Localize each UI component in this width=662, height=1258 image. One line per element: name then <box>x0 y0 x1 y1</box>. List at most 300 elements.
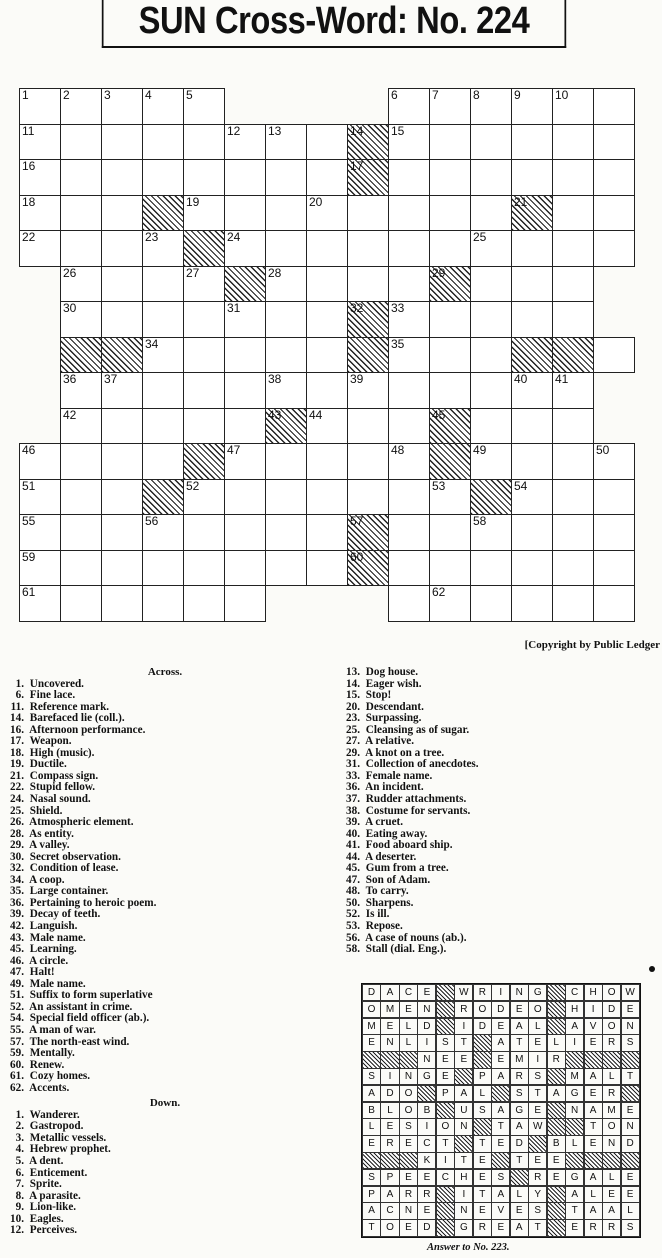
clue-item-number: 51. <box>10 989 24 1002</box>
answer-cell: U <box>454 1102 473 1119</box>
grid-cell[interactable] <box>552 124 594 161</box>
grid-cell[interactable] <box>265 301 307 338</box>
grid-cell[interactable] <box>265 372 307 409</box>
grid-cell[interactable] <box>470 124 512 161</box>
grid-cell[interactable] <box>511 408 553 445</box>
grid-cell[interactable] <box>552 195 594 232</box>
grid-cell[interactable] <box>306 230 348 267</box>
clue-item-text: Nasal sound. <box>27 793 91 806</box>
answer-cell: D <box>417 1018 436 1035</box>
grid-cell[interactable] <box>101 443 143 480</box>
grid-cell[interactable] <box>101 230 143 267</box>
grid-cell[interactable] <box>142 337 184 374</box>
answer-cell: M <box>380 1001 399 1018</box>
grid-cell[interactable] <box>19 550 61 587</box>
answer-cell: Y <box>528 1186 547 1203</box>
answer-cell: E <box>565 1219 584 1236</box>
clue-item-text: Atmospheric element. <box>27 816 134 829</box>
grid-cell[interactable] <box>552 514 594 551</box>
answer-cell: E <box>528 1102 547 1119</box>
grid-cell[interactable] <box>552 585 594 622</box>
grid-cell[interactable] <box>142 159 184 196</box>
grid-cell[interactable] <box>224 550 266 587</box>
grid-cell[interactable] <box>265 124 307 161</box>
grid-cell[interactable] <box>388 372 430 409</box>
grid-cell[interactable] <box>511 443 553 480</box>
grid-cell[interactable] <box>142 124 184 161</box>
grid-cell[interactable] <box>183 550 225 587</box>
grid-cell[interactable] <box>347 266 389 303</box>
clue-item-number: 14. <box>10 712 24 725</box>
grid-cell[interactable] <box>347 408 389 445</box>
grid-cell[interactable] <box>388 195 430 232</box>
grid-cell[interactable] <box>265 159 307 196</box>
answer-cell: A <box>491 1068 510 1085</box>
grid-cell[interactable] <box>429 337 471 374</box>
grid-cell[interactable] <box>306 408 348 445</box>
clue-item-number: 9. <box>15 1201 24 1214</box>
grid-cell[interactable] <box>347 479 389 516</box>
grid-cell[interactable] <box>593 230 635 267</box>
clue-item <box>0 1225 330 1237</box>
grid-cell[interactable] <box>19 585 61 622</box>
grid-cell[interactable] <box>429 372 471 409</box>
grid-cell[interactable] <box>511 266 553 303</box>
answer-cell: T <box>454 1034 473 1051</box>
clue-number: 37 <box>104 372 118 387</box>
grid-cell[interactable] <box>183 372 225 409</box>
clue-item-text: Pertaining to heroic poem. <box>27 896 157 909</box>
clue-item-text: A valley. <box>27 839 70 852</box>
grid-cell[interactable] <box>511 479 553 516</box>
grid-cell[interactable] <box>593 443 635 480</box>
clue-item-text: Dog house. <box>363 666 419 678</box>
grid-cell[interactable] <box>183 195 225 232</box>
answer-cell: S <box>528 1202 547 1219</box>
answer-black-square <box>528 1135 547 1152</box>
grid-cell[interactable] <box>388 159 430 196</box>
grid-cell[interactable] <box>347 230 389 267</box>
grid-cell[interactable] <box>552 372 594 409</box>
clue-item-number: 15. <box>346 689 360 702</box>
black-square <box>142 195 184 232</box>
grid-cell[interactable] <box>470 372 512 409</box>
answer-cell: E <box>547 1169 566 1186</box>
answer-black-square <box>362 1051 381 1068</box>
clue-item-text: Collection of anecdotes. <box>363 758 479 771</box>
grid-cell[interactable] <box>388 550 430 587</box>
clue-item-text: A case of nouns (ab.). <box>363 931 467 944</box>
answer-black-square <box>491 1152 510 1169</box>
answer-black-square <box>362 1152 381 1169</box>
grid-cell[interactable] <box>101 479 143 516</box>
grid-cell[interactable] <box>183 408 225 445</box>
grid-cell[interactable] <box>265 337 307 374</box>
grid-cell[interactable] <box>101 266 143 303</box>
clue-item-number: 45. <box>10 943 24 956</box>
grid-cell[interactable] <box>388 124 430 161</box>
grid-cell[interactable] <box>19 195 61 232</box>
grid-cell[interactable] <box>306 479 348 516</box>
grid-cell[interactable] <box>60 408 102 445</box>
clue-item-text: Mentally. <box>27 1047 75 1060</box>
grid-cell[interactable] <box>224 195 266 232</box>
grid-cell[interactable] <box>142 301 184 338</box>
grid-cell[interactable] <box>511 585 553 622</box>
grid-cell[interactable] <box>470 550 512 587</box>
grid-cell[interactable] <box>429 124 471 161</box>
grid-cell[interactable] <box>429 159 471 196</box>
clue-item-number: 62. <box>10 1081 24 1094</box>
grid-cell[interactable] <box>511 550 553 587</box>
grid-cell[interactable] <box>265 195 307 232</box>
answer-cell: N <box>621 1118 640 1135</box>
grid-cell[interactable] <box>101 372 143 409</box>
clue-number: 57 <box>350 514 364 529</box>
grid-cell[interactable] <box>60 585 102 622</box>
answer-cell: L <box>399 1018 418 1035</box>
grid-cell[interactable] <box>224 230 266 267</box>
grid-cell[interactable] <box>142 443 184 480</box>
grid-cell[interactable] <box>429 550 471 587</box>
clue-item-text: As entity. <box>27 827 74 840</box>
grid-cell[interactable] <box>224 408 266 445</box>
grid-cell[interactable] <box>101 159 143 196</box>
clue-item-number: 18. <box>10 746 24 759</box>
answer-cell: E <box>399 1001 418 1018</box>
clue-item-number: 46. <box>10 954 24 967</box>
grid-cell[interactable] <box>470 88 512 125</box>
answer-black-square <box>565 1152 584 1169</box>
grid-cell[interactable] <box>593 479 635 516</box>
answer-cell: S <box>399 1118 418 1135</box>
grid-cell[interactable] <box>388 443 430 480</box>
clue-item-number: 21. <box>10 769 24 782</box>
grid-cell[interactable] <box>142 230 184 267</box>
grid-cell[interactable] <box>60 195 102 232</box>
answer-cell: L <box>528 1018 547 1035</box>
grid-cell[interactable] <box>470 301 512 338</box>
grid-cell[interactable] <box>388 585 430 622</box>
clue-item-text: Large container. <box>27 885 109 898</box>
grid-cell[interactable] <box>265 479 307 516</box>
answer-cell: T <box>436 1135 455 1152</box>
grid-cell[interactable] <box>183 124 225 161</box>
grid-cell[interactable] <box>265 266 307 303</box>
grid-cell[interactable] <box>60 159 102 196</box>
grid-cell[interactable] <box>224 372 266 409</box>
clue-number: 10 <box>555 88 569 102</box>
grid-cell[interactable] <box>101 88 143 125</box>
grid-cell[interactable] <box>60 550 102 587</box>
grid-cell[interactable] <box>60 301 102 338</box>
grid-cell[interactable] <box>593 124 635 161</box>
grid-cell[interactable] <box>511 159 553 196</box>
grid-cell[interactable] <box>19 479 61 516</box>
grid-cell[interactable] <box>593 159 635 196</box>
grid-cell[interactable] <box>388 88 430 125</box>
grid-cell[interactable] <box>552 266 594 303</box>
grid-cell[interactable] <box>470 337 512 374</box>
grid-cell[interactable] <box>347 195 389 232</box>
grid-cell[interactable] <box>142 88 184 125</box>
grid-cell[interactable] <box>552 159 594 196</box>
answer-cell: A <box>380 984 399 1001</box>
answer-cell: T <box>491 1118 510 1135</box>
black-square <box>347 301 389 338</box>
clue-number: 6 <box>391 88 398 102</box>
grid-cell[interactable] <box>101 408 143 445</box>
answer-cell: T <box>473 1186 492 1203</box>
answer-cell: S <box>621 1219 640 1236</box>
grid-cell[interactable] <box>511 514 553 551</box>
grid-cell[interactable] <box>224 443 266 480</box>
grid-cell[interactable] <box>593 514 635 551</box>
black-square <box>347 514 389 551</box>
grid-cell[interactable] <box>347 443 389 480</box>
grid-cell[interactable] <box>593 585 635 622</box>
grid-cell[interactable] <box>224 124 266 161</box>
grid-cell[interactable] <box>224 337 266 374</box>
clue-item-number: 41. <box>346 839 360 852</box>
clue-item-text: A dent. <box>27 1154 64 1167</box>
grid-cell[interactable] <box>593 337 635 374</box>
clue-number: 27 <box>186 265 200 280</box>
grid-cell[interactable] <box>470 514 512 551</box>
clue-item-text: Secret observation. <box>27 850 121 863</box>
grid-cell[interactable] <box>19 159 61 196</box>
grid-cell[interactable] <box>511 372 553 409</box>
grid-cell[interactable] <box>19 88 61 125</box>
grid-cell[interactable] <box>429 479 471 516</box>
grid-cell[interactable] <box>593 550 635 587</box>
grid-cell[interactable] <box>306 195 348 232</box>
grid-cell[interactable] <box>60 266 102 303</box>
answer-cell: E <box>473 1169 492 1186</box>
grid-cell[interactable] <box>470 266 512 303</box>
clue-item-text: A cruet. <box>363 816 404 829</box>
grid-cell[interactable] <box>470 408 512 445</box>
grid-cell[interactable] <box>470 443 512 480</box>
clue-item-text: Sprite. <box>27 1178 62 1191</box>
answer-cell: R <box>510 1068 529 1085</box>
grid-cell[interactable] <box>388 266 430 303</box>
grid-cell[interactable] <box>306 443 348 480</box>
grid-cell[interactable] <box>19 514 61 551</box>
answer-cell: R <box>528 1169 547 1186</box>
answer-cell: I <box>454 1186 473 1203</box>
clue-number: 22 <box>22 230 36 245</box>
grid-cell[interactable] <box>552 550 594 587</box>
grid-cell[interactable] <box>183 159 225 196</box>
answer-black-square <box>547 1219 566 1236</box>
grid-cell[interactable] <box>511 88 553 125</box>
answer-cell: E <box>510 1001 529 1018</box>
grid-cell[interactable] <box>552 479 594 516</box>
grid-cell[interactable] <box>142 585 184 622</box>
grid-cell[interactable] <box>306 372 348 409</box>
answer-cell: W <box>621 984 640 1001</box>
answer-cell: D <box>473 1018 492 1035</box>
grid-cell[interactable] <box>552 443 594 480</box>
grid-cell[interactable] <box>101 550 143 587</box>
grid-cell[interactable] <box>60 443 102 480</box>
grid-cell[interactable] <box>388 514 430 551</box>
answer-cell: P <box>436 1085 455 1102</box>
grid-cell[interactable] <box>306 266 348 303</box>
grid-cell[interactable] <box>306 550 348 587</box>
grid-cell[interactable] <box>552 301 594 338</box>
answer-cell: C <box>417 1135 436 1152</box>
grid-cell[interactable] <box>101 301 143 338</box>
clue-number: 51 <box>22 478 36 493</box>
grid-cell[interactable] <box>265 443 307 480</box>
clue-number: 45 <box>432 407 446 422</box>
clue-item-number: 13. <box>346 666 360 678</box>
grid-cell[interactable] <box>388 479 430 516</box>
grid-cell[interactable] <box>388 230 430 267</box>
grid-cell[interactable] <box>60 514 102 551</box>
answer-black-square <box>436 1202 455 1219</box>
grid-cell[interactable] <box>224 585 266 622</box>
answer-cell: L <box>621 1202 640 1219</box>
grid-cell[interactable] <box>60 88 102 125</box>
grid-cell[interactable] <box>183 585 225 622</box>
answer-cell: B <box>547 1135 566 1152</box>
answer-black-square <box>565 1051 584 1068</box>
answer-cell: E <box>380 1118 399 1135</box>
clue-number: 5 <box>186 88 193 102</box>
grid-cell[interactable] <box>429 88 471 125</box>
grid-cell[interactable] <box>388 408 430 445</box>
grid-cell[interactable] <box>142 266 184 303</box>
grid-cell[interactable] <box>60 230 102 267</box>
grid-cell[interactable] <box>224 159 266 196</box>
grid-cell[interactable] <box>101 514 143 551</box>
grid-cell[interactable] <box>470 159 512 196</box>
grid-cell[interactable] <box>60 372 102 409</box>
grid-cell[interactable] <box>101 195 143 232</box>
grid-cell[interactable] <box>429 514 471 551</box>
black-square <box>552 337 594 374</box>
answer-caption: Answer to No. 223. <box>427 1242 510 1253</box>
grid-cell[interactable] <box>265 550 307 587</box>
grid-cell[interactable] <box>19 443 61 480</box>
answer-cell: L <box>565 1135 584 1152</box>
grid-cell[interactable] <box>224 479 266 516</box>
answer-cell: E <box>362 1135 381 1152</box>
answer-cell: N <box>510 984 529 1001</box>
answer-cell: A <box>584 1068 603 1085</box>
grid-cell[interactable] <box>19 230 61 267</box>
answer-cell: E <box>491 1051 510 1068</box>
grid-cell[interactable] <box>306 159 348 196</box>
grid-cell[interactable] <box>19 124 61 161</box>
grid-cell[interactable] <box>183 514 225 551</box>
answer-cell: R <box>602 1219 621 1236</box>
grid-cell[interactable] <box>593 88 635 125</box>
clue-number: 17 <box>350 159 364 174</box>
grid-cell[interactable] <box>306 124 348 161</box>
clue-item-number: 38. <box>346 804 360 817</box>
grid-cell[interactable] <box>470 230 512 267</box>
grid-cell[interactable] <box>388 337 430 374</box>
clue-item-text: An assistant in crime. <box>27 1000 133 1013</box>
grid-cell[interactable] <box>511 301 553 338</box>
grid-cell[interactable] <box>265 514 307 551</box>
grid-cell[interactable] <box>101 585 143 622</box>
answer-cell: R <box>417 1186 436 1203</box>
answer-black-square <box>436 984 455 1001</box>
grid-cell[interactable] <box>429 230 471 267</box>
grid-cell[interactable] <box>183 479 225 516</box>
clue-item-text: Is ill. <box>363 908 390 921</box>
answer-black-square <box>547 984 566 1001</box>
grid-cell[interactable] <box>183 301 225 338</box>
grid-cell[interactable] <box>265 230 307 267</box>
grid-cell[interactable] <box>470 195 512 232</box>
clue-number: 21 <box>514 194 528 209</box>
answer-cell: S <box>473 1102 492 1119</box>
grid-cell[interactable] <box>429 301 471 338</box>
answer-cell: K <box>417 1152 436 1169</box>
grid-cell[interactable] <box>142 372 184 409</box>
grid-cell[interactable] <box>224 301 266 338</box>
answer-cell: L <box>473 1085 492 1102</box>
answer-cell: D <box>510 1135 529 1152</box>
answer-cell: E <box>547 1152 566 1169</box>
grid-cell[interactable] <box>347 372 389 409</box>
answer-black-square <box>621 1085 640 1102</box>
answer-black-square <box>380 1051 399 1068</box>
grid-cell[interactable] <box>183 266 225 303</box>
grid-cell[interactable] <box>552 88 594 125</box>
clue-item-number: 36. <box>346 781 360 794</box>
clue-item-text: A relative. <box>363 735 415 748</box>
clue-item-number: 35. <box>10 885 24 898</box>
answer-cell: A <box>565 1018 584 1035</box>
clue-number: 39 <box>350 372 364 387</box>
clue-item-text: Stop! <box>363 689 392 702</box>
answer-cell: E <box>399 1169 418 1186</box>
grid-cell[interactable] <box>429 585 471 622</box>
grid-cell[interactable] <box>142 550 184 587</box>
grid-cell[interactable] <box>511 230 553 267</box>
grid-cell[interactable] <box>306 301 348 338</box>
grid-cell[interactable] <box>224 514 266 551</box>
grid-cell[interactable] <box>511 124 553 161</box>
grid-cell[interactable] <box>183 88 225 125</box>
grid-cell[interactable] <box>552 408 594 445</box>
grid-cell[interactable] <box>101 124 143 161</box>
grid-cell[interactable] <box>306 337 348 374</box>
clue-item-text: Reference mark. <box>27 700 110 713</box>
grid-cell[interactable] <box>142 408 184 445</box>
grid-cell[interactable] <box>142 514 184 551</box>
grid-cell[interactable] <box>388 301 430 338</box>
grid-cell[interactable] <box>593 195 635 232</box>
grid-cell[interactable] <box>183 337 225 374</box>
grid-cell[interactable] <box>429 195 471 232</box>
clue-item-text: Rudder attachments. <box>363 793 467 806</box>
answer-cell: C <box>436 1169 455 1186</box>
grid-cell[interactable] <box>470 585 512 622</box>
grid-cell[interactable] <box>60 124 102 161</box>
grid-cell[interactable] <box>306 514 348 551</box>
grid-cell[interactable] <box>60 479 102 516</box>
grid-cell[interactable] <box>552 230 594 267</box>
clue-item-text: Sharpens. <box>363 896 414 909</box>
